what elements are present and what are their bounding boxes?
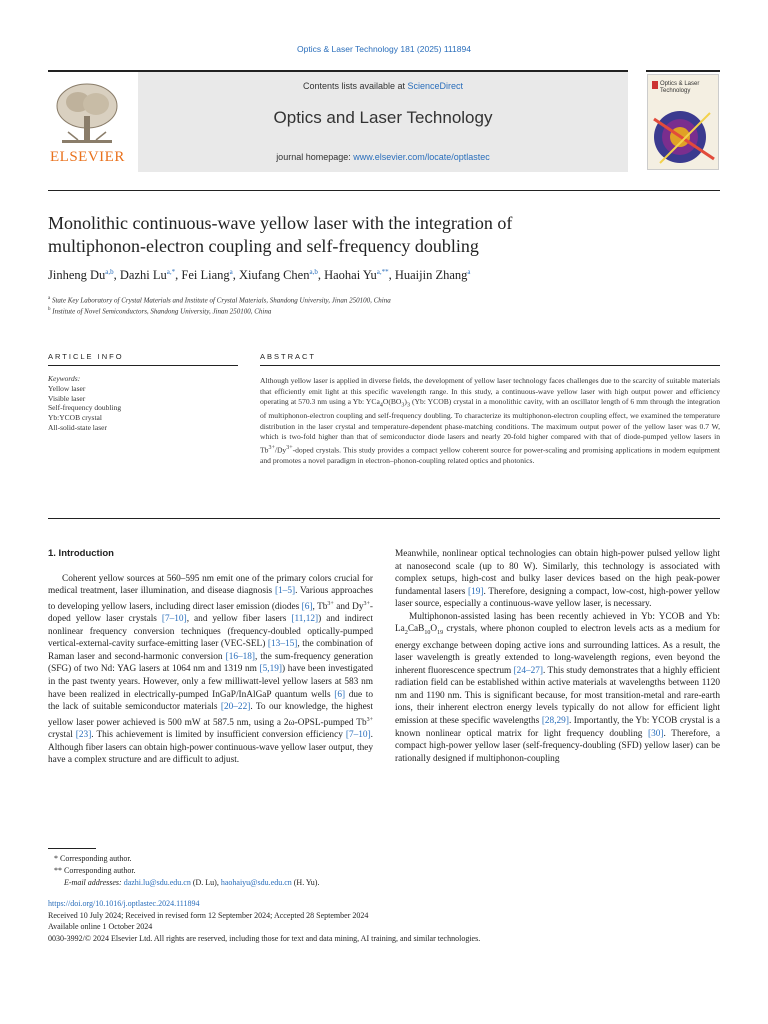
body-paragraph: Meanwhile, nonlinear optical technologies can obtain high-power pulsed yellow light at nanosecond scale (up to 80 W). Similarly, this technology is associated with complex setups, high-cost and bulky laser devices based on the high peak-power fundamental lasers [19]. Therefore, designing a compact, low-cost, high-power yellow laser source, especially a continuous-wave yellow laser, is necessary.: [395, 549, 720, 610]
citation-link[interactable]: [11,12]: [291, 614, 319, 625]
elsevier-logo: [48, 80, 126, 166]
copyright-line: 0030-3992/© 2024 Elsevier Ltd. All rights are reserved, including those for text and data mining, AI training, and similar technologies.: [48, 933, 481, 943]
citation-link[interactable]: [19]: [468, 586, 484, 597]
citation-link[interactable]: [28,29]: [541, 715, 569, 726]
publication-info: [48, 898, 728, 944]
author-5[interactable]: Haohai $Yu^{a,**}$: [324, 268, 389, 283]
available-online: Available online 1 October 2024: [48, 922, 153, 931]
abstract-heading: ABSTRACT: [260, 352, 317, 361]
citation-link[interactable]: [20–22]: [220, 702, 251, 713]
footnotes: [48, 853, 720, 889]
keyword-item: Visible laser: [48, 393, 86, 403]
keyword-item: Yb:YCOB crystal: [48, 413, 102, 423]
cover-marker-icon: [652, 81, 658, 89]
cover-title-line2: Technology: [660, 88, 691, 94]
affiliation-a: $^a$ State Key Laboratory of Crystal Materials and Institute of Crystal Materials, Shandong University, Jinan 250100, China: [48, 296, 391, 305]
email-link-yu[interactable]: haohaiyu@sdu.edu.cn: [220, 878, 292, 887]
citation-link[interactable]: [13–15]: [267, 639, 298, 650]
sciencedirect-link[interactable]: ScienceDirect: [407, 81, 464, 91]
received-dates: Received 10 July 2024; Received in revised form 12 September 2024; Accepted 28 September 2024: [48, 910, 369, 920]
citation-link[interactable]: [16–18]: [225, 651, 256, 662]
citation-link[interactable]: [24–27]: [513, 665, 544, 676]
cover-title-line1: Optics & Laser: [660, 81, 700, 87]
citation-link[interactable]: [1–5]: [274, 586, 296, 597]
doi-link[interactable]: https://doi.org/10.1016/j.optlastec.2024.111894: [48, 899, 200, 908]
abstract-text: Although yellow laser is applied in diverse fields, the development of yellow laser technology faces challenges due to the scarcity of suitable materials that efficiently emit light at this specific wavelength range. In this study, a continuous-wave yellow laser with high output power and efficiency operating at 570.3 nm using a Yb: $YCa_4O(BO_3)_3$ (Yb: YCOB) crystal in a monolithic cavity, with an oscillator length of 6 mm through the integration of multiphonon-electron coupling and self-frequency doubling. To characterize its multiphonon-electron coupling effect, we examined the temperature distribution in the laser crystal and temperature-dependent phase-matching conditions. The maximum output power of the yellow laser was 0.7 W, which is two-fold higher than that of semiconductor diode lasers and nearly 20-fold higher compared with that of diode-pumped yellow lasers in $Tb^{3+}/Dy^{3+}$-doped crystals. This study provides a compact yellow coherent source for power-scaling and promising applications in modern equipment and promotes a novel paradigm in electron–phonon-coupling related optics and photonics.: [260, 376, 720, 466]
affiliation-b: $^b$ Institute of Novel Semiconductors, Shandong University, Jinan 250100, China: [48, 307, 272, 316]
journal-homepage-link[interactable]: www.elsevier.com/locate/optlastec: [353, 152, 490, 162]
citation-link[interactable]: [7–10]: [345, 730, 371, 741]
citation-link[interactable]: [5,19]: [259, 664, 282, 675]
cover-image: [647, 74, 719, 170]
contents-lists-line: [138, 81, 628, 91]
keyword-item: Yellow laser: [48, 383, 86, 393]
abstract-rule: [260, 365, 720, 366]
citation-link[interactable]: [7–10]: [161, 614, 187, 625]
keyword-item: Self-frequency doubling: [48, 403, 122, 413]
article-info-rule: [48, 365, 238, 366]
body-paragraph: Multiphonon-assisted lasing has been recently achieved in Yb: YCOB and Yb: $La_2CaB_{10}O_{19}$ crystals, where phonon coupled to electron levels acts as a medium for energy exchange between doping active ions and surrounding lattices. As a result, the laser wavelength is greatly extended to long-wavelength regions, even beyond the inherent fluorescence spectrum [24–27]. This study demonstrates that a highly efficient radiation field can be established within active materials at wavelengths between 1120 nm and 1190 nm. This is significant because, for most transition-metal and rare-earth ions, their inherent electron energy levels typically do not allow for efficient light emission at these specific wavelengths [28,29]. Importantly, the Yb: YCOB crystal is a known nonlinear optical matrix for light frequency doubling [30]. Therefore, a compact high-power yellow laser (self-frequency-doubling (SFD) yellow laser) can be rationally designed if multiphonon-coupling: [395, 611, 720, 764]
journal-cover: [646, 70, 720, 170]
author-2[interactable]: Dazhi $Lu^{a,*}$: [119, 268, 176, 283]
journal-title: Optics and Laser Technology: [273, 108, 493, 127]
article-info-heading: ARTICLE INFO: [48, 352, 124, 361]
masthead-center: [138, 72, 628, 172]
right-column: [395, 548, 720, 765]
intro-paragraph: Coherent yellow sources at 560–595 nm emit one of the primary colors crucial for medical treatment, laser illumination, and disease diagnosis [1–5]. Various approaches to developing yellow lasers, including direct laser emission (diodes [6], $Tb^{3+}$ and $Dy^{3+}$-doped yellow laser crystals [7–10], and yellow fiber lasers [11,12]) and indirect nonlinear frequency conversion techniques (frequency-doubled optically-pumped vertical-external-cavity surface-emitting laser (VEC-SEL) [13–15], the combination of Raman laser and second-harmonic conversion [16–18], the sum-frequency generation (SFG) of two Nd: YAG lasers at 1064 nm and 1319 nm [5,19]) have been investigated in the past twenty years. However, only a few milliwatt-level yellow lasers at 583 nm have been realized in electrically-pumped InGaP/InAlGaP quantum wells [6] due to the lack of suitable semiconductor materials [20–22]. To our knowledge, the highest yellow laser power achieved is 500 mW at 587.5 nm, using a 2ω-OPSL-pumped $Tb^{3+}$ crystal [23]. This achievement is limited by insufficient conversion efficiency [7–10]. Although fiber lasers can obtain high-power continuous-wave yellow laser output, they have a complex structure and are difficult to adjust.: [48, 573, 373, 766]
author-1[interactable]: Jinheng Du$^{a,b}$: [48, 268, 114, 283]
journal-homepage-line: [138, 152, 628, 162]
cover-title: [660, 81, 699, 95]
author-4[interactable]: Xiufang Chen$^{a,b}$: [239, 268, 318, 283]
email-addresses: E-mail addresses: dazhi.lu@sdu.edu.cn (D. Lu), haohaiyu@sdu.edu.cn (H. Yu).: [64, 878, 320, 887]
citation-link[interactable]: [23]: [75, 730, 92, 741]
footnote-rule: [48, 848, 96, 849]
contents-prefix: Contents lists available at: [302, 81, 408, 91]
header-divider: [48, 190, 720, 191]
title-line-2: multiphonon-electron coupling and self-frequency doubling: [48, 236, 479, 256]
left-column: [48, 548, 373, 767]
journal-masthead: [48, 70, 628, 170]
citation-link[interactable]: [6]: [334, 689, 346, 700]
keyword-item: All-solid-state laser: [48, 422, 107, 432]
citation-link[interactable]: [30]: [648, 728, 664, 739]
author-6[interactable]: Huaijin Zhang$^a$: [394, 268, 471, 283]
section-title-introduction: 1. Introduction: [48, 548, 114, 559]
homepage-prefix: journal homepage:: [276, 152, 354, 162]
article-title: [48, 212, 648, 258]
citation-link[interactable]: [6]: [301, 601, 313, 612]
title-line-1: Monolithic continuous-wave yellow laser with the integration of: [48, 213, 513, 233]
footnote-corresponding-1: * Corresponding author.: [54, 854, 132, 863]
journal-citation-link[interactable]: Optics & Laser Technology 181 (2025) 111894: [297, 44, 471, 54]
elsevier-tree-icon: [48, 80, 126, 150]
keywords-block: [48, 374, 228, 433]
footnote-corresponding-2: ** Corresponding author.: [54, 866, 136, 875]
cover-artwork-icon: [650, 99, 718, 169]
author-list: Jinheng Du$^{a,b}$, Dazhi $Lu^{a,*}$, Fei Liang$^a$, Xiufang Chen$^{a,b}$, Haohai $Yu^{a,**}$, Huaijin Zhang$^a$: [48, 268, 471, 283]
author-3[interactable]: Fei Liang$^a$: [181, 268, 233, 283]
email-link-lu[interactable]: dazhi.lu@sdu.edu.cn: [123, 878, 191, 887]
body-divider: [48, 518, 720, 519]
publisher-name: ELSEVIER: [50, 149, 125, 165]
keywords-label: Keywords:: [48, 374, 81, 383]
